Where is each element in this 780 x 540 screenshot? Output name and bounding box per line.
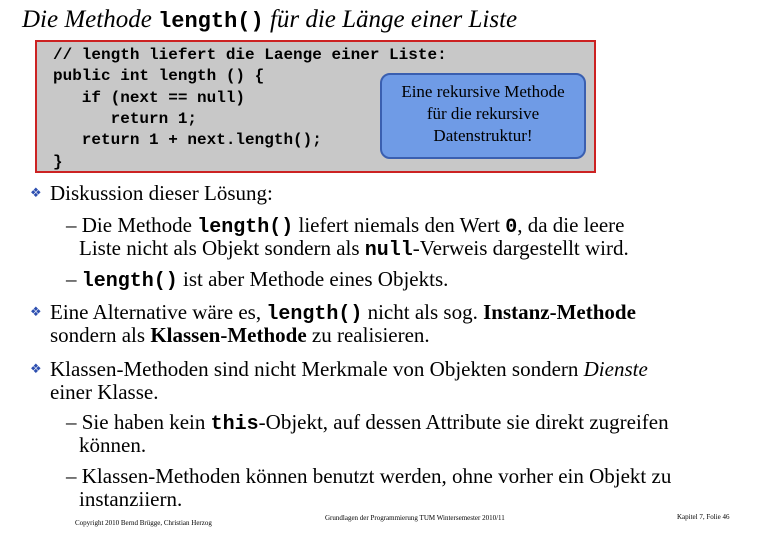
sub-bullet-text: instanziiern. (79, 487, 183, 511)
footer-course: Grundlagen der Programmierung TUM Wintersemester 2010/11 (325, 514, 505, 522)
sub-bullet-text: Liste nicht als Objekt sondern als null-Verweis dargestellt wird. (79, 236, 629, 262)
code-line: // length liefert die Laenge einer Liste: (53, 46, 447, 64)
callout-line: Datenstruktur! (433, 126, 533, 145)
callout-box (380, 73, 586, 159)
bullet-icon: ❖ (30, 305, 42, 320)
footer-page: Kapitel 7, Folie 46 (677, 513, 730, 521)
bullet-text: einer Klasse. (50, 380, 159, 404)
callout-line: für die rekursive (426, 104, 540, 123)
bullet-text: Eine Alternative wäre es, length() nicht als sog. Instanz-Methode (50, 300, 636, 326)
code-line: public int length () { (53, 67, 265, 85)
code-line: } (53, 153, 63, 171)
sub-bullet-text: – length() ist aber Methode eines Objekts. (66, 267, 449, 293)
sub-bullet-text: können. (79, 433, 147, 457)
code-line: return 1; (53, 110, 198, 128)
bullet-text: Diskussion dieser Lösung: (50, 181, 273, 205)
callout-line: Eine rekursive Methode (401, 82, 565, 101)
bullet-text: sondern als Klassen-Methode zu realisieren. (50, 323, 430, 347)
bullet-icon: ❖ (30, 186, 42, 201)
sub-bullet-text: – Klassen-Methoden können benutzt werden, ohne vorher ein Objekt zu (66, 464, 672, 488)
code-line: if (next == null) (53, 89, 246, 107)
code-line: return 1 + next.length(); (53, 131, 322, 149)
slide-title: Die Methode length() für die Länge einer Liste (22, 6, 518, 34)
sub-bullet-text: – Sie haben kein this-Objekt, auf dessen Attribute sie direkt zugreifen (66, 410, 669, 436)
bullet-icon: ❖ (30, 362, 42, 377)
sub-bullet-text: – Die Methode length() liefert niemals den Wert 0, da die leere (66, 213, 625, 239)
bullet-text: Klassen-Methoden sind nicht Merkmale von Objekten sondern Dienste (50, 357, 648, 381)
footer-copyright: Copyright 2010 Bernd Brügge, Christian Herzog (75, 519, 212, 527)
